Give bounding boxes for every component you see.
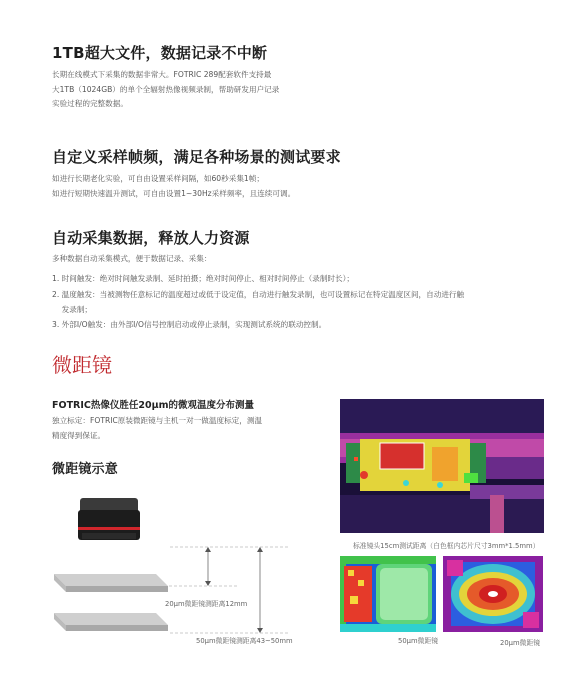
section2-line-2: 如进行短期快速温升测试，可自由设置1~30Hz采样频率，且连续可调。 bbox=[52, 189, 296, 198]
dim-label-43-50mm: 50μm微距镜测距离43~50mm bbox=[196, 637, 293, 645]
macro-lens-diagram bbox=[52, 490, 302, 650]
section1-line-1: 长期在线模式下采集的数据非常大。FOTRIC 289配套软件支持最 bbox=[52, 70, 272, 79]
section3-title: 自动采集数据，释放人力资源 bbox=[52, 229, 250, 247]
section3-item-3: 3. 外部I/O触发：由外部I/O信号控制启动或停止录制，实现测试系统的联动控制。 bbox=[52, 320, 327, 329]
macro-title: 微距镜 bbox=[52, 353, 112, 377]
macro-line-1: 独立标定：FOTRIC原装微距镜与主机一对一做温度标定，测温 bbox=[52, 416, 263, 425]
sample-plate-upper bbox=[54, 574, 168, 592]
sample-plate-lower bbox=[54, 613, 168, 631]
caption-20um: 20μm微距镜 bbox=[500, 639, 540, 647]
section2-line-1: 如进行长期老化实验，可自由设置采样间隔，如60秒采集1帧； bbox=[52, 174, 264, 183]
thermal-image-standard-lens bbox=[340, 399, 544, 533]
macro-subtitle: FOTRIC热像仪胜任20μm的微观温度分布测量 bbox=[52, 400, 254, 411]
section3-intro: 多种数据自动采集模式，便于数据记录、采集： bbox=[52, 254, 212, 263]
section2-title: 自定义采样帧频，满足各种场景的测试要求 bbox=[52, 148, 341, 166]
macro-lens-illustration bbox=[78, 498, 140, 540]
thermal-image-50um bbox=[340, 556, 436, 632]
section1-title: 1TB超大文件，数据记录不中断 bbox=[52, 44, 268, 62]
section1-line-2: 大1TB（1024GB）的单个全辐射热像视频录制，帮助研发用户记录 bbox=[52, 85, 280, 94]
caption-standard-lens: 标准镜头15cm测试距离（白色框内芯片尺寸3mm*1.5mm） bbox=[353, 542, 540, 550]
thermal-image-20um bbox=[443, 556, 543, 632]
section3-item-2-cont: 发录制； bbox=[52, 305, 93, 314]
section3-item-2: 2. 温度触发：当被测物任意标记的温度超过或低于设定值，自动进行触发录制，也可设置标记在特定温度区间，自动进行触 bbox=[52, 290, 465, 299]
dim-label-12mm: 20μm微距镜测距离12mm bbox=[165, 600, 248, 608]
section3-item-1: 1. 时间触发：绝对时间触发录制、延时拍摄；绝对时间停止、相对时间停止（录制时长）； bbox=[52, 274, 355, 283]
diagram-title: 微距镜示意 bbox=[52, 462, 119, 477]
macro-line-2: 精度得到保证。 bbox=[52, 431, 106, 440]
caption-50um: 50μm微距镜 bbox=[398, 637, 438, 645]
section1-line-3: 实验过程的完整数据。 bbox=[52, 99, 128, 108]
